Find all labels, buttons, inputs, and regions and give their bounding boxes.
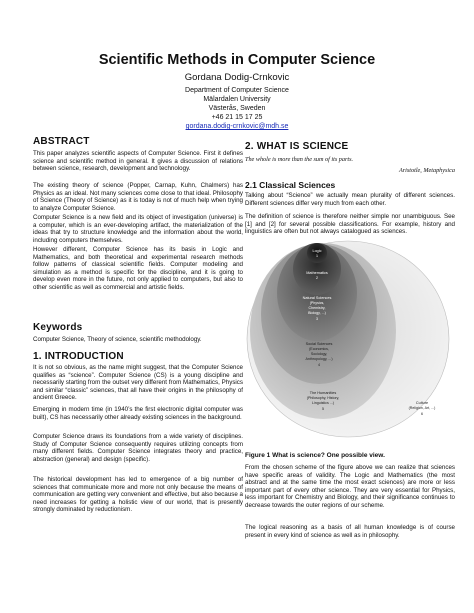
quote-attribution: Aristotle, Metaphysica [398,167,455,174]
label-mathematics: Mathematics [306,271,328,275]
city: Västerås, Sweden [208,105,266,112]
classical-p1: Talking about “Science” we actually mean plurality of different sciences. Different sciences differ very much from each other. [245,192,455,207]
label-humanities-1: The Humanities [309,391,337,395]
science-diagram [245,229,451,439]
keywords-text: Computer Science, Theory of science, scientific methodology. [33,336,202,343]
classical-p2: The definition of science is therefore neither simple nor unambiguous. See [1] and [2] for several possible classifications. For example, history and linguistics are often but not always catalogued as sciences. [245,213,455,236]
aristotle-quote: The whole is more than the sum of its parts. [245,156,354,163]
label-natural-1: Natural Sciences [302,296,332,300]
university: Mälardalen University [203,96,271,103]
department: Department of Computer Science [185,87,289,94]
label-humanities-2: (Philosophy, History, [306,396,340,400]
introduction-heading: 1. INTRODUCTION [33,351,124,362]
abstract-p1: This paper analyzes scientific aspects of Computer Science. First it defines science and scientific method in general. It gives a discussion of relations between science, research, development and technology. [33,150,243,173]
label-natural-3: Chemistry, [308,306,326,310]
intro-p3: Computer Science draws its foundations from a wide variety of disciplines. Study of Computer Science consequently requires utilizing concepts from many different fields. Computer Science integrates theory and practice, abstraction (general) and design (specific). [33,433,243,463]
label-culture-2: (Religion, Art, ...) [408,406,436,410]
label-natural-4: Biology, ...) [308,311,326,315]
abstract-p2: The existing theory of science (Popper, Carnap, Kuhn, Chalmers) has Physics as an ideal. Not many sciences come close to that ideal. Philosophy of Science (Theory of Science) as it is today is not of much help when trying to analyze Computer Science. [33,182,243,212]
after-figure-p2: The logical reasoning as a basis of all human knowledge is of course present in every kind of science as well as in philosophy. [245,524,455,539]
label-social-2: (Economics, [309,347,329,351]
science-heading: 2. WHAT IS SCIENCE [245,141,349,152]
abstract-p3: Computer Science is a new field and its object of investigation (universe) is a computer, which is an ever-developing artifact, the materialization of the ideas that try to structure knowledge and the information about the world, including computers themselves. [33,214,243,244]
label-social-4: Anthropology, ...) [305,357,333,361]
classical-sciences-heading: 2.1 Classical Sciences [245,180,336,190]
phone: +46 21 15 17 25 [211,114,263,121]
intro-p2: Emerging in modern time (in 1940’s the first electronic digital computer was built), CS has necessarily other already existing sciences in the background. [33,406,243,421]
figure-caption: Figure 1 What is science? One possible view. [245,452,385,459]
label-culture-num: 6 [421,412,423,416]
label-social-num: 4 [318,363,320,367]
label-humanities-num: 5 [322,407,324,411]
intro-p1: It is not so obvious, as the name might suggest, that the Computer Science qualifies as “science”. Computer Science (CS) is a young discipline and necessarily starting from the outset very different from Mathematics, Physics and similar “classic” sciences, that all have their origins in the philosophy of ancient Greece. [33,364,243,402]
label-natural-num: 3 [316,317,318,321]
abstract-p4: However different, Computer Science has its basis in Logic and Mathematics, and both theoretical and experimental research methods follow patterns of classical scientific fields. Computer modeling and simulation as a method is specific for the discipline, and it is going to develop even more in the future, not only applied to computers, but also to other scientific as well as commercial and artistic fields. [33,246,243,291]
after-figure-p1: From the chosen scheme of the figure above we can realize that sciences have specific areas of validity. The Logic and Mathematics (the most abstract and at the same time the most exact sciences) are more or less important part of every other science. They are very essential for Physics, less important for Chemistry and Biology, and their significance continues to decrease towards the outer regions of our scheme. [245,464,455,509]
label-social-1: Social Sciences [305,342,333,346]
label-natural-2: (Physics, [309,301,325,305]
label-humanities-3: Linguistics ...) [312,401,334,405]
paper-title: Scientific Methods in Computer Science [98,52,376,68]
label-logic-num: 1 [316,254,318,258]
author-name: Gordana Dodig-Crnkovic [184,72,290,83]
abstract-heading: ABSTRACT [33,136,90,147]
label-logic: Logic [312,249,322,253]
keywords-heading: Keywords [33,322,83,333]
ring-logic [307,243,327,263]
label-culture-1: Culture [415,401,429,405]
nested-circles-diagram [245,229,451,439]
label-math-num: 2 [316,276,318,280]
intro-p4: The historical development has led to emergence of a big number of sciences that communicate more and more not only because the means of communication are getting very convenient and effective, but also because a need increases for getting a holistic view of our world, that is presently strongly dominated by reductionism. [33,476,243,514]
label-social-3: Sociology, [310,352,328,356]
email-link[interactable]: gordana.dodig-crnkovic@mdh.se [185,123,289,130]
